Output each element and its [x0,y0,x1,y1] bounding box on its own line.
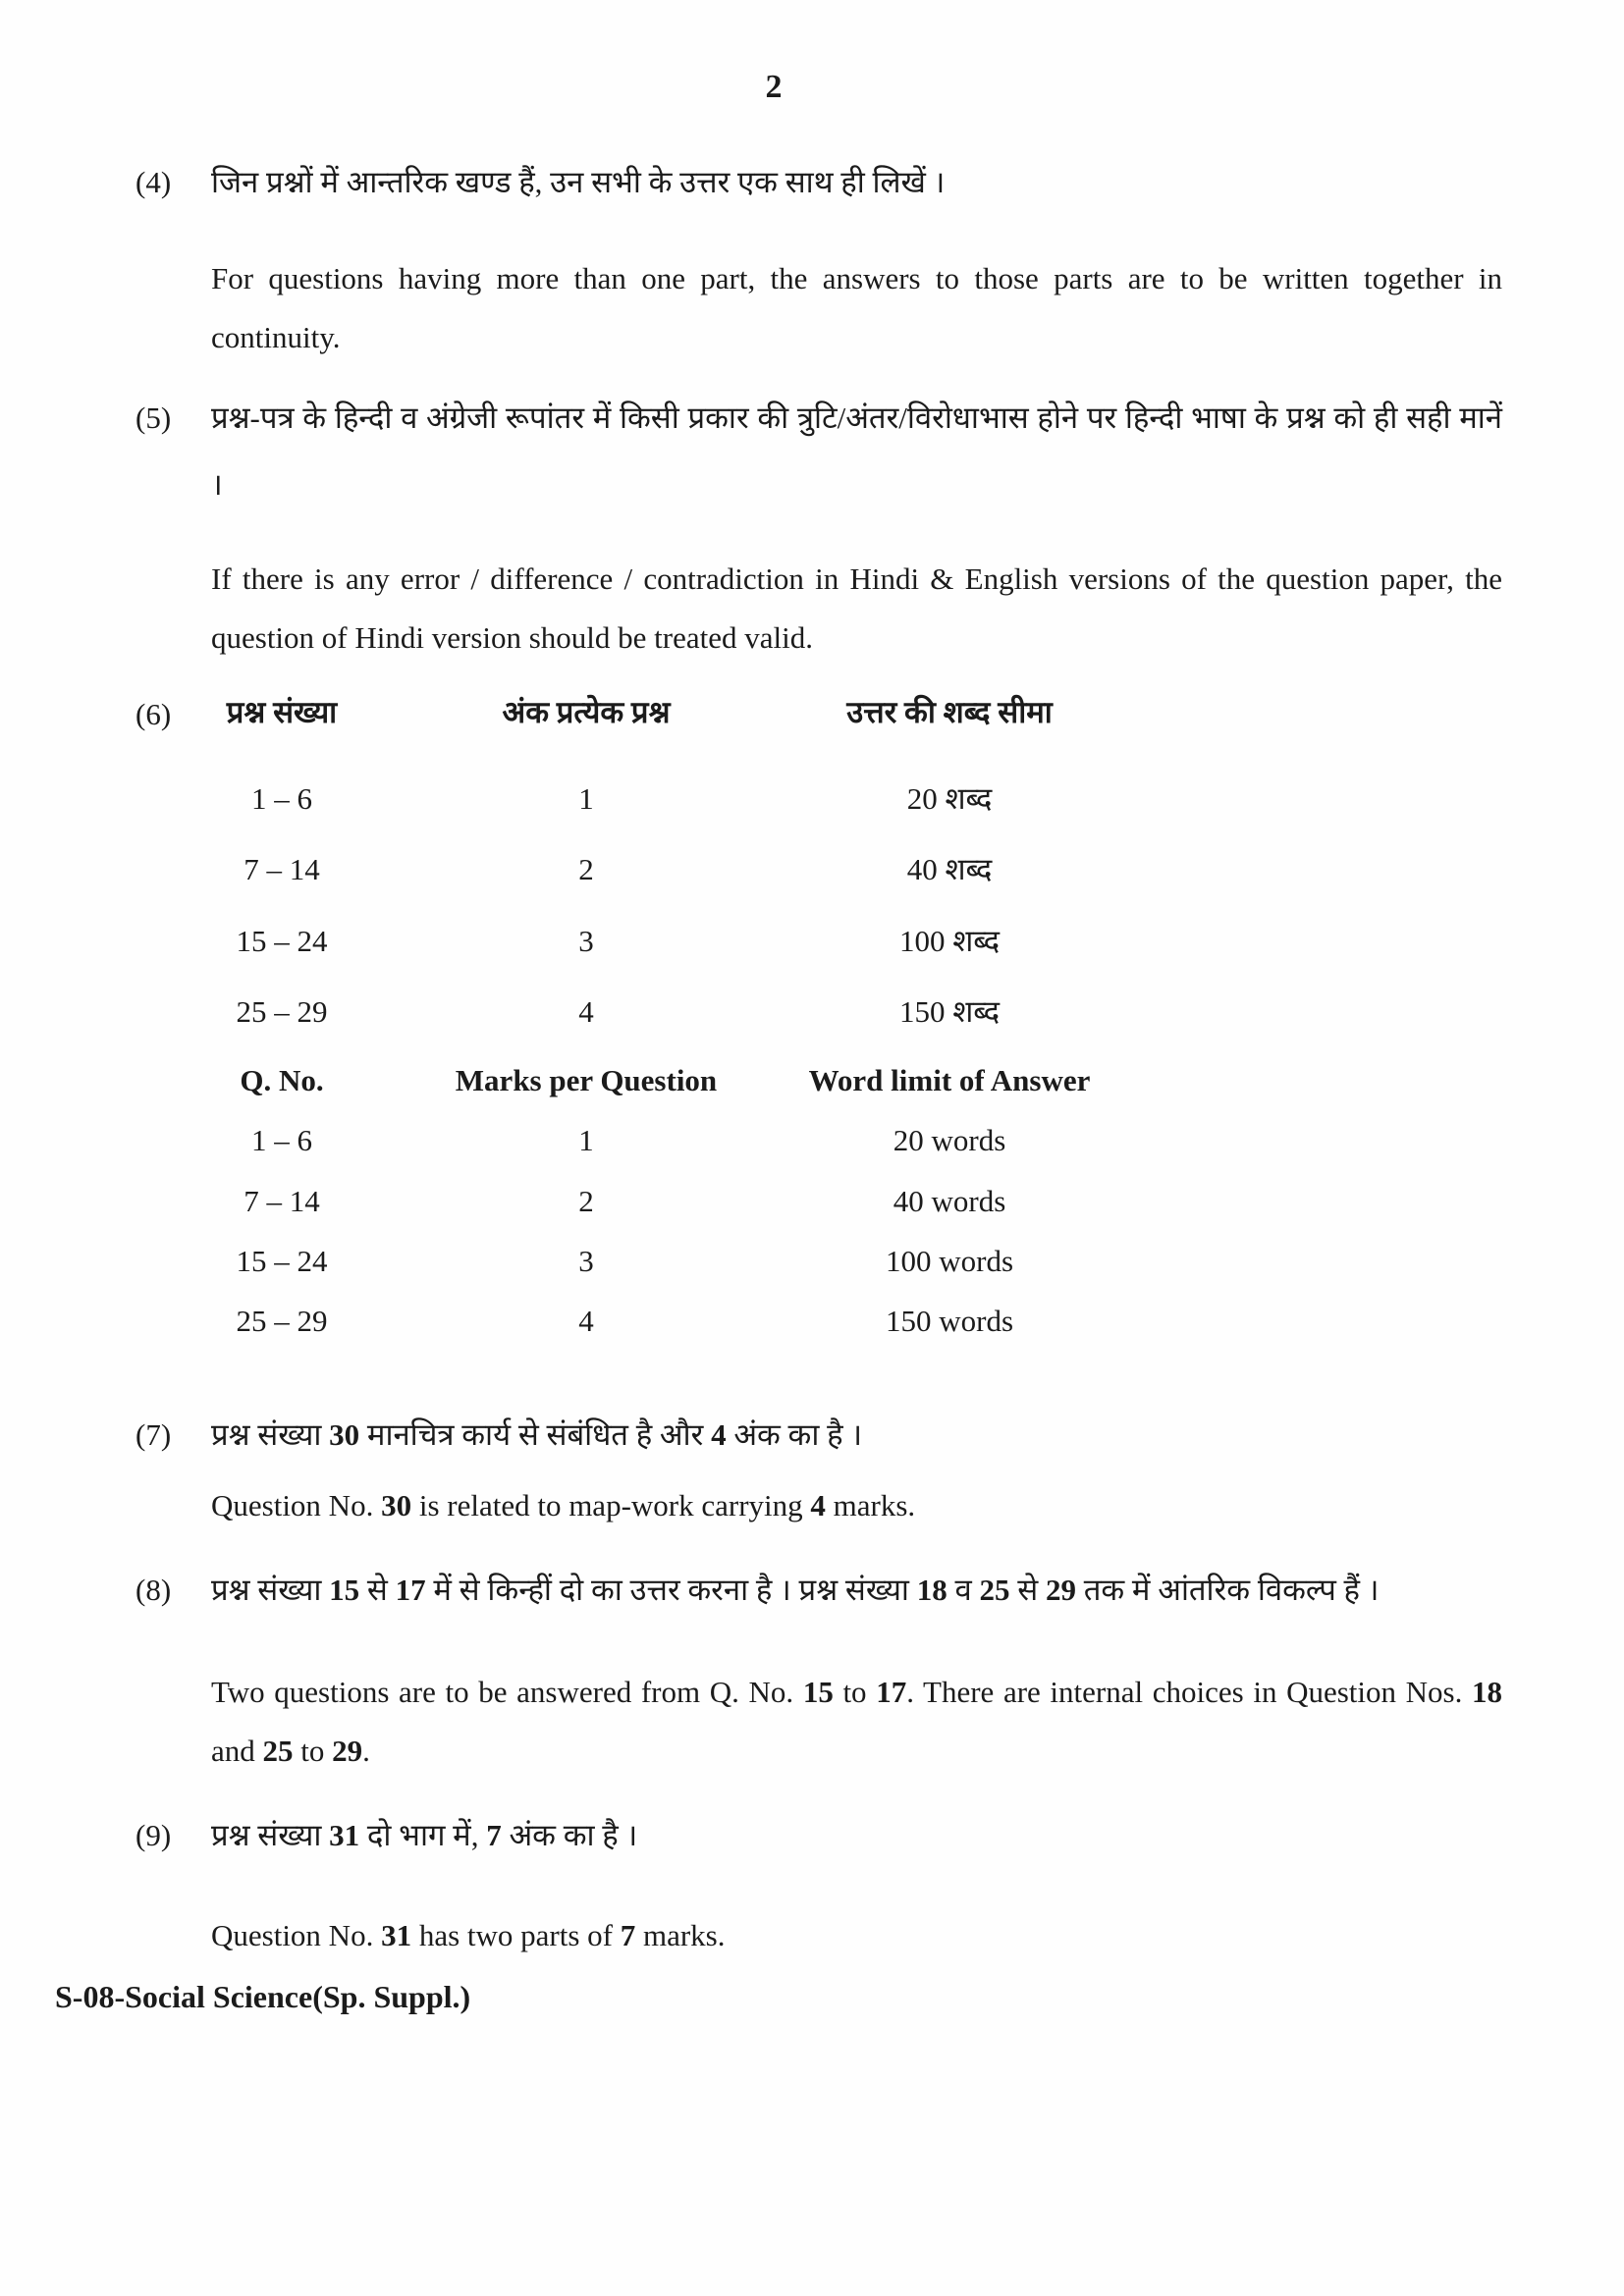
text-segment: दो भाग में, [359,1818,487,1852]
table-row [135,1123,1155,1184]
english-header-word-limit: Word limit of Answer [808,1063,1091,1097]
bold-number: 4 [711,1417,727,1452]
table-row [135,852,1155,924]
text-segment: Question No. [211,1918,382,1952]
text-segment: . [362,1734,370,1768]
instruction-7-english [211,1476,1502,1535]
table-row [135,1184,1155,1244]
instruction-6-number: (6) [135,697,172,731]
text-segment: प्रश्न संख्या [211,1573,330,1607]
table-cell: 150 words [885,1304,1014,1338]
instruction-7-number: (7) [135,1417,172,1452]
table-row [135,781,1155,852]
bold-number: 7 [620,1918,636,1952]
instruction-5-number: (5) [135,400,172,435]
hindi-header-word-limit: उत्तर की शब्द सीमा [846,695,1053,729]
text-segment: तक में आंतरिक विकल्प हैं । [1075,1573,1380,1607]
table-cell: 25 – 29 [236,994,328,1029]
instruction-4-english: For questions having more than one part, the answers to those parts are to be written together in continuity. [211,261,1502,354]
text-segment: अंक का है । [501,1818,638,1852]
marks-table-english-header-row [135,1063,1155,1123]
table-row [135,924,1155,994]
table-cell: 7 – 14 [244,1184,320,1218]
instruction-4-english-row [135,249,1502,367]
instruction-8-hindi [211,1557,1502,1624]
table-cell: 40 शब्द [906,852,993,886]
table-cell: 2 [578,852,594,886]
page-number: 2 [765,69,783,105]
instruction-7-english-row [135,1476,1502,1535]
text-segment: से [359,1573,396,1607]
instruction-4-hindi: जिन प्रश्नों में आन्तरिक खण्ड हैं, उन सभी के उत्तर एक साथ ही लिखें । [211,165,946,199]
table-cell: 2 [578,1184,594,1218]
table-cell: 15 – 24 [236,924,328,958]
text-segment: प्रश्न संख्या [211,1417,330,1452]
instruction-7-hindi-row [135,1402,1502,1468]
table-cell: 3 [578,924,594,958]
text-segment: to [293,1734,333,1768]
table-cell: 4 [578,994,594,1029]
bold-number: 25 [262,1734,294,1768]
instruction-5-english: If there is any error / difference / contradiction in Hindi & English versions of the question paper, the question of Hindi version should be treated valid. [211,561,1502,655]
bold-number: 7 [486,1818,502,1852]
instruction-4-number: (4) [135,165,172,199]
instruction-9-english-row [135,1906,1502,1965]
text-segment: to [833,1675,877,1709]
text-segment: . There are internal choices in Question Nos. [906,1675,1472,1709]
marks-table [135,695,1155,1363]
table-cell: 1 – 6 [251,781,312,816]
table-cell: 25 – 29 [236,1304,328,1338]
bold-number: 17 [876,1675,907,1709]
table-cell: 1 [578,781,594,816]
text-segment: and [211,1734,263,1768]
table-cell: 3 [578,1244,594,1278]
english-header-q-no: Q. No. [240,1063,324,1097]
text-segment: Question No. [211,1488,382,1522]
instruction-9-number: (9) [135,1818,172,1852]
table-row [135,994,1155,1063]
bold-number: 18 [916,1573,947,1607]
text-segment: marks. [825,1488,916,1522]
english-header-marks-per-question: Marks per Question [455,1063,718,1097]
hindi-header-marks-per-question: अंक प्रत्येक प्रश्न [502,695,671,729]
text-segment: से [1009,1573,1046,1607]
instruction-8-english [211,1663,1502,1781]
bold-number: 31 [329,1818,360,1852]
instruction-9-hindi-row [135,1802,1502,1869]
instruction-5-english-row [135,550,1502,667]
text-segment: व [947,1573,980,1607]
bold-number: 29 [332,1734,363,1768]
text-segment: has two parts of [411,1918,621,1952]
text-segment: is related to map-work carrying [411,1488,811,1522]
table-row [135,1244,1155,1304]
instruction-8-english-row [135,1663,1502,1781]
marks-table-hindi-header-row [135,695,1155,781]
bold-number: 31 [381,1918,412,1952]
text-segment: marks. [635,1918,726,1952]
text-segment: अंक का है । [726,1417,863,1452]
text-segment: में से किन्हीं दो का उत्तर करना है । प्रश्न संख्या [425,1573,917,1607]
bold-number: 29 [1045,1573,1076,1607]
table-cell: 20 शब्द [906,781,993,816]
instruction-8-number: (8) [135,1573,172,1607]
text-segment: प्रश्न संख्या [211,1818,330,1852]
table-cell: 1 [578,1123,594,1157]
text-segment: Two questions are to be answered from Q. No. [211,1675,803,1709]
table-cell: 100 शब्द [898,924,1001,958]
table-cell: 15 – 24 [236,1244,328,1278]
instruction-9-hindi [211,1802,1502,1869]
footer-paper-code: S-08-Social Science(Sp. Suppl.) [55,1979,471,2014]
table-cell: 7 – 14 [244,852,320,886]
bold-number: 30 [381,1488,412,1522]
instruction-4-hindi-row [135,149,1502,216]
bold-number: 15 [329,1573,360,1607]
table-cell: 150 शब्द [898,994,1001,1029]
bold-number: 18 [1472,1675,1502,1709]
instruction-9-english [211,1906,1502,1965]
instruction-7-hindi [211,1402,1502,1468]
bold-number: 17 [395,1573,426,1607]
bold-number: 4 [810,1488,826,1522]
instruction-8-hindi-row [135,1557,1502,1624]
bold-number: 30 [329,1417,360,1452]
bold-number: 25 [979,1573,1010,1607]
hindi-header-question-number: प्रश्न संख्या [226,695,338,729]
table-cell: 100 words [885,1244,1014,1278]
instruction-5-hindi-row [135,385,1502,518]
table-cell: 20 words [893,1123,1006,1157]
instruction-5-hindi: प्रश्न-पत्र के हिन्दी व अंग्रेजी रूपांतर में किसी प्रकार की त्रुटि/अंतर/विरोधाभास होने पर हिन्दी भाषा के प्रश्न को ही सही मानें । [211,400,1502,502]
table-cell: 1 – 6 [251,1123,312,1157]
table-cell: 40 words [893,1184,1006,1218]
table-cell: 4 [578,1304,594,1338]
text-segment: मानचित्र कार्य से संबंधित है और [359,1417,712,1452]
table-row [135,1304,1155,1363]
bold-number: 15 [802,1675,834,1709]
